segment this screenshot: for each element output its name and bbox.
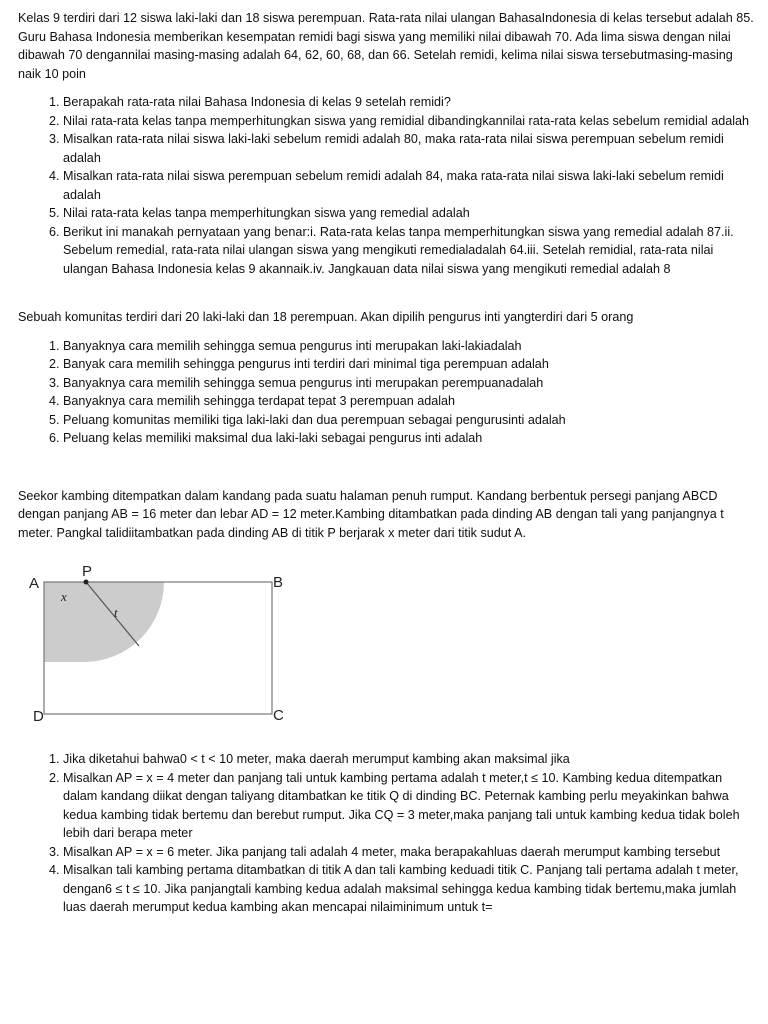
label-p: P <box>82 563 93 580</box>
list-item: 1. Banyaknya cara memilih sehingga semua pengurus inti merupakan laki-lakiadalah <box>63 337 756 356</box>
label-c: C <box>273 707 284 724</box>
list-item: 2. Misalkan AP = x = 4 meter dan panjang tali untuk kambing pertama adalah t meter,t ≤ 10. Kambing kedua ditempatkan dalam kandang diikat dengan taliyang ditambatkan ke titik Q di dinding BC. Peternak kambing perlu meyakinkan bahwa kedua kambing tidak bertemu dan berebut rumput. Jika CQ = 3 meter,maka panjang tali untuk kambing kedua tidak boleh lebih dari berapa meter <box>63 769 756 843</box>
label-t: t <box>114 605 118 620</box>
label-b: B <box>273 574 284 591</box>
list-item: 2. Banyak cara memilih sehingga pengurus inti terdiri dari minimal tiga perempuan adalah <box>63 355 756 374</box>
list-item: 3. Misalkan AP = x = 6 meter. Jika panjang tali adalah 4 meter, maka berapakahluas daerah merumput kambing tersebut <box>63 843 756 862</box>
label-a: A <box>29 575 40 592</box>
problem-2-intro: Sebuah komunitas terdiri dari 20 laki-laki dan 18 perempuan. Akan dipilih pengurus inti yangterdiri dari 5 orang <box>18 310 634 324</box>
list-item: 3. Banyaknya cara memilih sehingga semua pengurus inti merupakan perempuanadalah <box>63 374 756 393</box>
document-page <box>18 9 756 917</box>
pen-svg <box>18 558 318 738</box>
goat-pen-diagram <box>18 558 318 738</box>
problem-1-intro: Kelas 9 terdiri dari 12 siswa laki-laki dan 18 siswa perempuan. Rata-rata nilai ulangan BahasaIndonesia di kelas tersebut adalah 85. Guru Bahasa Indonesia memberikan kesempatan remidi bagi siswa yang memiliki nilai dibawah 70. Ada lima siswa dengan nilai dibawah 70 dengannilai masing-masing adalah 64, 62, 60, 68, dan 66. Setelah remidi, kelima nilai siswa tersebutmasing-masing naik 10 poin <box>18 11 754 81</box>
list-item: 2. Nilai rata-rata kelas tanpa memperhitungkan siswa yang remidial dibandingkannilai rata-rata kelas sebelum remidial adalah <box>63 112 756 131</box>
list-item: 4. Misalkan rata-rata nilai siswa perempuan sebelum remidi adalah 84, maka rata-rata nilai siswa laki-laki sebelum remidi adalah <box>63 167 756 204</box>
problem-2-question-list <box>18 337 756 448</box>
list-item: 4. Misalkan tali kambing pertama ditambatkan di titik A dan tali kambing keduadi titik C. Panjang tali pertama adalah t meter, dengan6 ≤ t ≤ 10. Jika panjangtali kambing kedua adalah maksimal sehingga kedua kambing tidak bertemu,maka jumlah luas daerah merumput kedua kambing akan mencapai nilaiminimum untuk t= <box>63 861 756 917</box>
list-item: 4. Banyaknya cara memilih sehingga terdapat tepat 3 perempuan adalah <box>63 392 756 411</box>
list-item: 6. Berikut ini manakah pernyataan yang benar:i. Rata-rata kelas tanpa memperhitungkan siswa yang remedial adalah 87.ii. Sebelum remedial, rata-rata nilai ulangan siswa yang mengikuti remedialadalah 64.iii. Setelah remidial, rata-rata nilai ulangan Bahasa Indonesia kelas 9 akannaik.iv. Jangkauan data nilai siswa yang mengikuti remedial adalah 8 <box>63 223 756 279</box>
list-item: 5. Nilai rata-rata kelas tanpa memperhitungkan siswa yang remedial adalah <box>63 204 756 223</box>
list-item: 3. Misalkan rata-rata nilai siswa laki-laki sebelum remidi adalah 80, maka rata-rata nilai siswa perempuan sebelum remidi adalah <box>63 130 756 167</box>
point-p-marker <box>84 580 89 585</box>
problem-3-intro: Seekor kambing ditempatkan dalam kandang pada suatu halaman penuh rumput. Kandang berbentuk persegi panjang ABCD dengan panjang AB = 16 meter dan lebar AD = 12 meter.Kambing ditambatkan pada dinding AB dengan tali yang panjangnya t meter. Pangkal talidiitambatkan pada dinding AB di titik P berjarak x meter dari titik sudut A. <box>18 488 724 540</box>
list-item: 6. Peluang kelas memiliki maksimal dua laki-laki sebagai pengurus inti adalah <box>63 429 756 448</box>
list-item: 1. Berapakah rata-rata nilai Bahasa Indonesia di kelas 9 setelah remidi? <box>63 93 756 112</box>
label-x: x <box>61 589 67 604</box>
list-item: 5. Peluang komunitas memiliki tiga laki-laki dan dua perempuan sebagai pengurusinti adalah <box>63 411 756 430</box>
list-item: 1. Jika diketahui bahwa0 < t < 10 meter, maka daerah merumput kambing akan maksimal jika <box>63 750 756 769</box>
problem-3-question-list <box>18 750 756 917</box>
problem-1-question-list <box>18 93 756 278</box>
label-d: D <box>33 708 44 725</box>
